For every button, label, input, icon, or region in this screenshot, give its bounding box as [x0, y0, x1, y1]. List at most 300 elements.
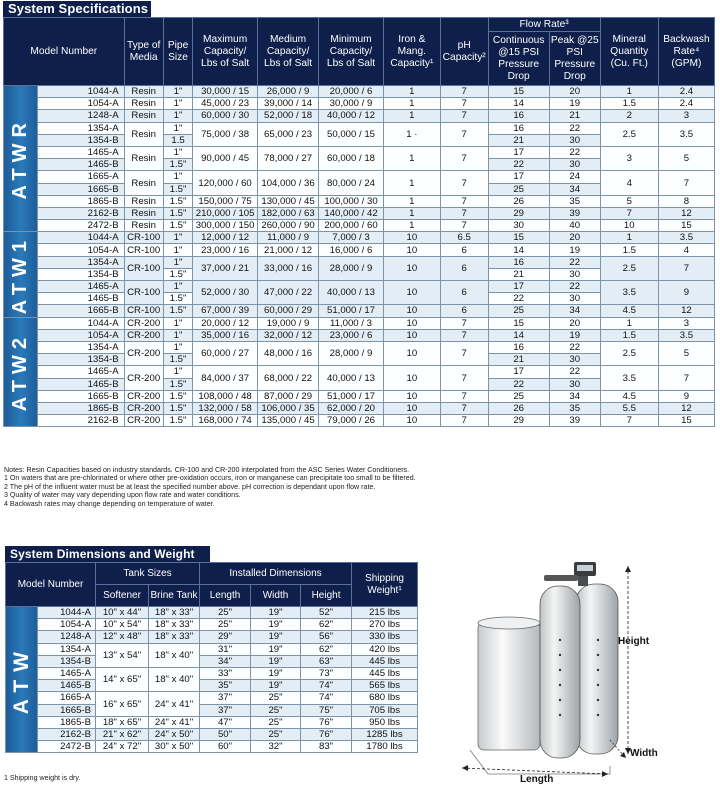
- backwash-rate: 2.4: [658, 86, 714, 98]
- brine-tank-size: 18" x 33": [149, 631, 200, 643]
- flow-continuous: 25: [488, 305, 549, 317]
- med-capacity: 60,000 / 29: [257, 305, 318, 317]
- softener-size: 16" x 65": [96, 692, 149, 716]
- flow-peak: 22: [549, 256, 600, 268]
- width-value: 25": [251, 728, 301, 740]
- width-value: 19": [251, 643, 301, 655]
- length-value: 34": [200, 655, 251, 667]
- pipe-size: 1.5": [163, 159, 193, 171]
- flow-peak: 40: [549, 220, 600, 232]
- dims-header-weight: Shipping Weight¹: [352, 563, 418, 607]
- media-type: CR-200: [124, 329, 163, 341]
- backwash-rate: 5: [658, 146, 714, 170]
- spec-row: [4, 86, 715, 98]
- min-capacity: 140,000 / 42: [319, 207, 384, 219]
- group-label-text: ATW: [10, 644, 33, 715]
- spec-row: [4, 402, 715, 414]
- flow-peak: 20: [549, 317, 600, 329]
- shipping-weight: 1780 lbs: [352, 741, 418, 753]
- flow-peak: 19: [549, 329, 600, 341]
- shipping-weight: 420 lbs: [352, 643, 418, 655]
- model-number: 1465-A: [37, 146, 124, 158]
- model-number: 1054-A: [38, 619, 96, 631]
- model-number: 1354-B: [37, 354, 124, 366]
- min-capacity: 20,000 / 6: [319, 86, 384, 98]
- max-capacity: 37,000 / 21: [193, 256, 258, 280]
- model-number: 1054-A: [37, 329, 124, 341]
- med-capacity: 39,000 / 14: [257, 98, 318, 110]
- backwash-rate: 3.5: [658, 232, 714, 244]
- flow-continuous: 21: [488, 134, 549, 146]
- dims-row: [6, 680, 418, 692]
- ph-capacity: 6: [440, 256, 488, 280]
- media-type: CR-200: [124, 341, 163, 365]
- flow-continuous: 14: [488, 244, 549, 256]
- media-type: Resin: [124, 110, 163, 122]
- max-capacity: 23,000 / 16: [193, 244, 258, 256]
- backwash-rate: 7: [658, 366, 714, 390]
- flow-peak: 34: [549, 305, 600, 317]
- max-capacity: 45,000 / 23: [193, 98, 258, 110]
- pipe-size: 1": [163, 281, 193, 293]
- shipping-weight: 270 lbs: [352, 619, 418, 631]
- dims-row: [6, 716, 418, 728]
- flow-continuous: 17: [488, 281, 549, 293]
- pipe-size: 1": [163, 366, 193, 378]
- med-capacity: 135,000 / 45: [257, 415, 318, 427]
- ph-capacity: 7: [440, 207, 488, 219]
- pipe-size: 1.5": [163, 293, 193, 305]
- group-label-atw1: [4, 232, 38, 317]
- media-type: CR-100: [124, 244, 163, 256]
- length-label: Length: [520, 774, 554, 785]
- spec-row: [4, 305, 715, 317]
- med-capacity: 260,000 / 90: [257, 220, 318, 232]
- pipe-size: 1.5": [163, 195, 193, 207]
- model-number: 1354-A: [37, 341, 124, 353]
- backwash-rate: 12: [658, 305, 714, 317]
- flow-continuous: 30: [488, 220, 549, 232]
- flow-peak: 30: [549, 268, 600, 280]
- spec-row: [4, 171, 715, 183]
- mineral-quantity: 1.5: [600, 98, 658, 110]
- mineral-quantity: 1.5: [600, 329, 658, 341]
- med-capacity: 65,000 / 23: [257, 122, 318, 146]
- mineral-quantity: 3.5: [600, 281, 658, 305]
- iron-capacity: 1 ·: [383, 122, 440, 146]
- max-capacity: 132,000 / 58: [193, 402, 258, 414]
- group-label-atwr: [4, 86, 38, 232]
- pipe-size: 1": [163, 232, 193, 244]
- mineral-quantity: 2.5: [600, 122, 658, 146]
- header-max-capacity: Maximum Capacity/ Lbs of Salt: [193, 18, 258, 86]
- height-dimension: [618, 566, 650, 754]
- shipping-weight: 705 lbs: [352, 704, 418, 716]
- dims-footnote: 1 Shipping weight is dry.: [4, 774, 81, 782]
- med-capacity: 21,000 / 12: [257, 244, 318, 256]
- flow-continuous: 22: [488, 159, 549, 171]
- header-peak: Peak @25 PSI Pressure Drop: [549, 32, 600, 86]
- media-type: Resin: [124, 146, 163, 170]
- softener-size: 18" x 65": [96, 716, 149, 728]
- pipe-size: 1.5: [163, 134, 193, 146]
- model-number: 1354-B: [37, 268, 124, 280]
- flow-peak: 22: [549, 122, 600, 134]
- backwash-rate: 15: [658, 220, 714, 232]
- model-number: 1354-A: [37, 256, 124, 268]
- model-number: 1044-A: [38, 607, 96, 619]
- header-med-capacity: Medium Capacity/ Lbs of Salt: [257, 18, 318, 86]
- ph-capacity: 7: [440, 366, 488, 390]
- softener-size: 24" x 72": [96, 741, 149, 753]
- model-number: 1465-B: [37, 293, 124, 305]
- height-value: 63": [301, 655, 352, 667]
- header-backwash: Backwash Rate⁴ (GPM): [658, 18, 714, 86]
- length-value: 25": [200, 619, 251, 631]
- control-valve-head: [544, 562, 596, 586]
- mineral-tank-front: [540, 586, 580, 758]
- width-value: 19": [251, 680, 301, 692]
- mineral-quantity: 3.5: [600, 366, 658, 390]
- model-number: 1465-B: [37, 378, 124, 390]
- model-number: 1354-B: [38, 655, 96, 667]
- flow-continuous: 16: [488, 341, 549, 353]
- mineral-quantity: 1: [600, 86, 658, 98]
- ph-capacity: 7: [440, 110, 488, 122]
- group-label-text: ATW1: [8, 234, 31, 314]
- med-capacity: 87,000 / 29: [257, 390, 318, 402]
- shipping-weight: 445 lbs: [352, 655, 418, 667]
- min-capacity: 23,000 / 6: [319, 329, 384, 341]
- flow-continuous: 17: [488, 171, 549, 183]
- flow-continuous: 17: [488, 366, 549, 378]
- spec-row: [4, 341, 715, 353]
- spec-row: [4, 146, 715, 158]
- backwash-rate: 7: [658, 171, 714, 195]
- flow-peak: 30: [549, 159, 600, 171]
- height-value: 83": [301, 741, 352, 753]
- max-capacity: 35,000 / 16: [193, 329, 258, 341]
- iron-capacity: 10: [383, 232, 440, 244]
- iron-capacity: 1: [383, 146, 440, 170]
- model-number: 1044-A: [37, 86, 124, 98]
- min-capacity: 50,000 / 15: [319, 122, 384, 146]
- height-value: 73": [301, 667, 352, 679]
- mineral-tank-rear: [576, 584, 618, 754]
- brine-tank-size: 18" x 33": [149, 619, 200, 631]
- pipe-size: 1": [163, 329, 193, 341]
- pipe-size: 1": [163, 317, 193, 329]
- width-value: 19": [251, 667, 301, 679]
- flow-peak: 22: [549, 281, 600, 293]
- med-capacity: 130,000 / 45: [257, 195, 318, 207]
- max-capacity: 67,000 / 39: [193, 305, 258, 317]
- flow-peak: 35: [549, 195, 600, 207]
- flow-continuous: 29: [488, 415, 549, 427]
- header-mineral: Mineral Quantity (Cu. Ft.): [600, 18, 658, 86]
- ph-capacity: 7: [440, 195, 488, 207]
- iron-capacity: 1: [383, 98, 440, 110]
- spec-row: [4, 220, 715, 232]
- shipping-weight: 215 lbs: [352, 607, 418, 619]
- flow-continuous: 15: [488, 317, 549, 329]
- height-value: 62": [301, 643, 352, 655]
- ph-capacity: 6.5: [440, 232, 488, 244]
- med-capacity: 32,000 / 12: [257, 329, 318, 341]
- height-value: 76": [301, 728, 352, 740]
- dims-section-title: System Dimensions and Weight: [5, 546, 210, 562]
- iron-capacity: 10: [383, 390, 440, 402]
- flow-continuous: 26: [488, 195, 549, 207]
- dims-header-tank-sizes: Tank Sizes: [96, 563, 200, 585]
- spec-row: [4, 110, 715, 122]
- flow-peak: 22: [549, 366, 600, 378]
- max-capacity: 60,000 / 30: [193, 110, 258, 122]
- min-capacity: 51,000 / 17: [319, 390, 384, 402]
- pipe-size: 1": [163, 146, 193, 158]
- iron-capacity: 10: [383, 317, 440, 329]
- flow-peak: 19: [549, 98, 600, 110]
- mineral-quantity: 2.5: [600, 256, 658, 280]
- min-capacity: 40,000 / 12: [319, 110, 384, 122]
- min-capacity: 79,000 / 26: [319, 415, 384, 427]
- backwash-rate: 5: [658, 341, 714, 365]
- spec-row: [4, 122, 715, 134]
- softener-size: 12" x 48": [96, 631, 149, 643]
- width-value: 25": [251, 716, 301, 728]
- flow-peak: 39: [549, 207, 600, 219]
- flow-continuous: 17: [488, 146, 549, 158]
- pipe-size: 1": [163, 341, 193, 353]
- model-number: 1354-B: [37, 134, 124, 146]
- group-label-text: ATW2: [8, 332, 31, 412]
- flow-peak: 30: [549, 354, 600, 366]
- height-value: 62": [301, 619, 352, 631]
- flow-continuous: 15: [488, 232, 549, 244]
- media-type: CR-100: [124, 232, 163, 244]
- model-number: 1465-A: [37, 281, 124, 293]
- med-capacity: 52,000 / 18: [257, 110, 318, 122]
- length-value: 29": [200, 631, 251, 643]
- backwash-rate: 3.5: [658, 122, 714, 146]
- shipping-weight: 680 lbs: [352, 692, 418, 704]
- pipe-size: 1.5": [163, 207, 193, 219]
- iron-capacity: 1: [383, 220, 440, 232]
- med-capacity: 26,000 / 9: [257, 86, 318, 98]
- iron-capacity: 10: [383, 415, 440, 427]
- height-label: Height: [618, 636, 650, 647]
- pipe-size: 1": [163, 86, 193, 98]
- spec-table: [3, 17, 715, 427]
- dims-row: [6, 619, 418, 631]
- spec-row: [4, 366, 715, 378]
- dims-header-model: Model Number: [6, 563, 96, 607]
- mineral-quantity: 4.5: [600, 305, 658, 317]
- backwash-rate: 3: [658, 110, 714, 122]
- header-model: Model Number: [4, 18, 125, 86]
- pipe-size: 1.5": [163, 390, 193, 402]
- dims-header-length: Length: [200, 585, 251, 607]
- width-dimension: [610, 740, 658, 759]
- med-capacity: 33,000 / 16: [257, 256, 318, 280]
- width-value: 19": [251, 607, 301, 619]
- backwash-rate: 12: [658, 207, 714, 219]
- backwash-rate: 12: [658, 402, 714, 414]
- min-capacity: 16,000 / 6: [319, 244, 384, 256]
- width-value: 32": [251, 741, 301, 753]
- min-capacity: 30,000 / 9: [319, 98, 384, 110]
- backwash-rate: 7: [658, 256, 714, 280]
- min-capacity: 60,000 / 18: [319, 146, 384, 170]
- min-capacity: 40,000 / 13: [319, 281, 384, 305]
- model-number: 2162-B: [37, 415, 124, 427]
- length-value: 33": [200, 667, 251, 679]
- brine-tank-size: 30" x 50": [149, 741, 200, 753]
- mineral-quantity: 4.5: [600, 390, 658, 402]
- model-number: 1054-A: [37, 244, 124, 256]
- media-type: CR-200: [124, 415, 163, 427]
- max-capacity: 120,000 / 60: [193, 171, 258, 195]
- width-value: 25": [251, 704, 301, 716]
- height-value: 74": [301, 680, 352, 692]
- flow-continuous: 16: [488, 256, 549, 268]
- pipe-size: 1": [163, 110, 193, 122]
- model-number: 1465-A: [38, 667, 96, 679]
- ph-capacity: 7: [440, 402, 488, 414]
- min-capacity: 11,000 / 3: [319, 317, 384, 329]
- mineral-quantity: 4: [600, 171, 658, 195]
- pipe-size: 1.5": [163, 268, 193, 280]
- pipe-size: 1": [163, 256, 193, 268]
- pipe-size: 1": [163, 122, 193, 134]
- flow-continuous: 26: [488, 402, 549, 414]
- shipping-weight: 330 lbs: [352, 631, 418, 643]
- group-label-atw2: [4, 317, 38, 427]
- group-label-atw: [6, 607, 38, 753]
- length-value: 35": [200, 680, 251, 692]
- flow-peak: 21: [549, 110, 600, 122]
- dims-row: [6, 631, 418, 643]
- header-min-capacity: Minimum Capacity/ Lbs of Salt: [319, 18, 384, 86]
- brine-tank-size: 24" x 50": [149, 728, 200, 740]
- flow-peak: 22: [549, 146, 600, 158]
- brine-tank-size: 24" x 41": [149, 692, 200, 716]
- iron-capacity: 10: [383, 329, 440, 341]
- backwash-rate: 2.4: [658, 98, 714, 110]
- dims-row: [6, 728, 418, 740]
- media-type: CR-200: [124, 366, 163, 390]
- backwash-rate: 9: [658, 390, 714, 402]
- flow-peak: 22: [549, 341, 600, 353]
- spec-row: [4, 415, 715, 427]
- spec-section-title: System Specifications: [3, 1, 151, 17]
- softener-size: 13" x 54": [96, 643, 149, 667]
- softener-illustration: [440, 560, 720, 786]
- iron-capacity: 1: [383, 86, 440, 98]
- media-type: Resin: [124, 122, 163, 146]
- flow-peak: 20: [549, 232, 600, 244]
- med-capacity: 11,000 / 9: [257, 232, 318, 244]
- mineral-quantity: 10: [600, 220, 658, 232]
- length-value: 37": [200, 704, 251, 716]
- width-label: Width: [630, 748, 658, 759]
- max-capacity: 75,000 / 38: [193, 122, 258, 146]
- ph-capacity: 6: [440, 281, 488, 305]
- height-value: 76": [301, 716, 352, 728]
- min-capacity: 28,000 / 9: [319, 256, 384, 280]
- iron-capacity: 10: [383, 305, 440, 317]
- media-type: CR-100: [124, 305, 163, 317]
- flow-peak: 35: [549, 402, 600, 414]
- backwash-rate: 3: [658, 317, 714, 329]
- length-value: 37": [200, 692, 251, 704]
- min-capacity: 7,000 / 3: [319, 232, 384, 244]
- med-capacity: 48,000 / 16: [257, 341, 318, 365]
- dims-row: [6, 643, 418, 655]
- backwash-rate: 15: [658, 415, 714, 427]
- flow-peak: 39: [549, 415, 600, 427]
- model-number: 1865-B: [37, 402, 124, 414]
- media-type: Resin: [124, 171, 163, 195]
- media-type: CR-100: [124, 281, 163, 305]
- flow-peak: 34: [549, 183, 600, 195]
- flow-peak: 30: [549, 134, 600, 146]
- max-capacity: 150,000 / 75: [193, 195, 258, 207]
- model-number: 2162-B: [38, 728, 96, 740]
- shipping-weight: 1285 lbs: [352, 728, 418, 740]
- min-capacity: 80,000 / 24: [319, 171, 384, 195]
- media-type: CR-200: [124, 317, 163, 329]
- iron-capacity: 1: [383, 207, 440, 219]
- ph-capacity: 7: [440, 86, 488, 98]
- model-number: 1665-A: [37, 171, 124, 183]
- spec-row: [4, 244, 715, 256]
- length-value: 25": [200, 607, 251, 619]
- spec-row: [4, 317, 715, 329]
- max-capacity: 52,000 / 30: [193, 281, 258, 305]
- model-number: 1865-B: [37, 195, 124, 207]
- model-number: 1665-B: [37, 390, 124, 402]
- header-flow-rate: Flow Rate³: [488, 18, 600, 32]
- min-capacity: 28,000 / 9: [319, 341, 384, 365]
- pipe-size: 1.5": [163, 305, 193, 317]
- flow-peak: 19: [549, 244, 600, 256]
- media-type: Resin: [124, 98, 163, 110]
- mineral-quantity: 1: [600, 232, 658, 244]
- note-line: 1 On waters that are pre-chlorinated or where other pre-oxidation occurs, iron or manganese can precipitate too small to be filtered.: [4, 474, 416, 483]
- iron-capacity: 1: [383, 195, 440, 207]
- med-capacity: 78,000 / 27: [257, 146, 318, 170]
- media-type: CR-200: [124, 402, 163, 414]
- model-number: 1465-B: [38, 680, 96, 692]
- dims-header-installed: Installed Dimensions: [200, 563, 352, 585]
- min-capacity: 51,000 / 17: [319, 305, 384, 317]
- flow-continuous: 21: [488, 268, 549, 280]
- flow-continuous: 22: [488, 378, 549, 390]
- model-number: 1354-A: [38, 643, 96, 655]
- model-number: 1054-A: [37, 98, 124, 110]
- dims-header-brine: Brine Tank: [149, 585, 200, 607]
- ph-capacity: 7: [440, 390, 488, 402]
- width-value: 19": [251, 655, 301, 667]
- ph-capacity: 7: [440, 341, 488, 365]
- iron-capacity: 10: [383, 256, 440, 280]
- width-value: 19": [251, 631, 301, 643]
- med-capacity: 104,000 / 36: [257, 171, 318, 195]
- ph-capacity: 7: [440, 415, 488, 427]
- flow-continuous: 16: [488, 110, 549, 122]
- model-number: 1044-A: [37, 317, 124, 329]
